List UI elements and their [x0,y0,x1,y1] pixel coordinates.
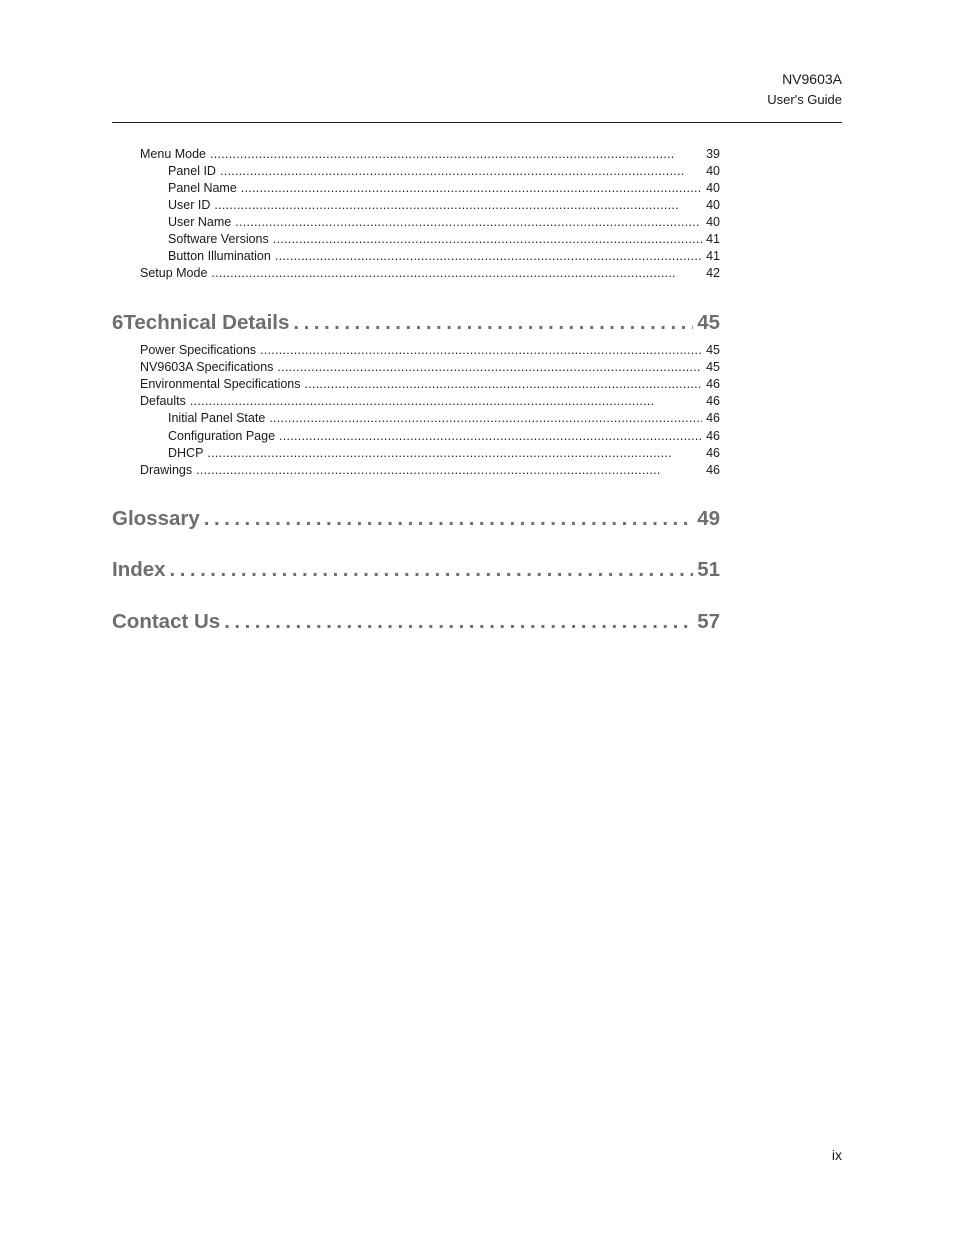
toc-entry-user-name[interactable] [168,214,720,230]
dot-leader [170,557,694,583]
toc-entry-drawings[interactable] [140,462,720,478]
dot-leader [210,146,702,162]
toc-entry-page: 45 [706,360,720,374]
dot-leader [224,609,693,635]
toc-entry-label: Panel ID [168,164,216,178]
toc-chapter-glossary[interactable] [112,506,720,532]
toc-entry-page: 40 [706,198,720,212]
toc-entry-label: Button Illumination [168,249,271,263]
toc-entry-menu-mode[interactable] [140,146,720,162]
toc-entry-page: 46 [706,411,720,425]
toc-entry-button-illumination[interactable] [168,248,720,264]
toc-entry-configuration-page[interactable] [168,428,720,444]
toc-entry-page: 40 [706,181,720,195]
dot-leader [275,248,702,264]
toc-entry-defaults[interactable] [140,393,720,409]
chapter-title: Glossary [112,507,200,530]
dot-leader [190,393,702,409]
header-rule [112,122,842,123]
toc-entry-label: Setup Mode [140,266,208,280]
dot-leader [211,265,702,281]
product-name: NV9603A [782,71,842,87]
toc-chapter-contact-us[interactable] [112,609,720,635]
toc-entry-label: Drawings [140,463,193,477]
chapter-title: Technical Details [123,311,290,334]
dot-leader [207,445,702,461]
toc-entry-label: DHCP [168,446,204,460]
toc-entry-label: User Name [168,215,232,229]
toc-entry-dhcp[interactable] [168,445,720,461]
toc-entry-environmental-specifications[interactable] [140,376,720,392]
toc-entry-page: 41 [706,232,720,246]
dot-leader [277,359,702,375]
toc-chapter-technical-details[interactable] [112,310,720,336]
toc-entry-page: 40 [706,215,720,229]
toc-entry-label: User ID [168,198,211,212]
dot-leader [196,462,702,478]
dot-leader [279,428,702,444]
toc-entry-page: 39 [706,147,720,161]
chapter-page: 57 [697,610,720,633]
toc-entry-label: Initial Panel State [168,411,266,425]
toc-entry-page: 40 [706,164,720,178]
toc-chapter-index[interactable] [112,557,720,583]
chapter-page: 51 [697,558,720,581]
toc-entry-page: 46 [706,463,720,477]
dot-leader [273,231,702,247]
toc-entry-page: 46 [706,429,720,443]
toc-entry-nv9603a-specifications[interactable] [140,359,720,375]
toc-entry-label: Power Specifications [140,343,257,357]
toc-entry-label: Software Versions [168,232,269,246]
toc-entry-label: Configuration Page [168,429,276,443]
toc-entry-panel-name[interactable] [168,180,720,196]
dot-leader [293,310,693,336]
toc-entry-page: 46 [706,394,720,408]
chapter-title: Index [112,558,166,581]
dot-leader [235,214,702,230]
toc-entry-setup-mode[interactable] [140,265,720,281]
document-title: User's Guide [767,92,842,107]
toc-entry-page: 46 [706,446,720,460]
toc-entry-label: Menu Mode [140,147,207,161]
dot-leader [269,410,702,426]
toc-entry-page: 41 [706,249,720,263]
dot-leader [204,506,693,532]
toc-entry-label: Defaults [140,394,186,408]
toc-entry-label: NV9603A Specifications [140,360,274,374]
dot-leader [260,342,702,358]
chapter-page: 49 [697,507,720,530]
toc-entry-label: Environmental Specifications [140,377,301,391]
dot-leader [220,163,702,179]
toc-entry-page: 45 [706,343,720,357]
dot-leader [214,197,702,213]
chapter-number: 6 [112,311,124,334]
page-number: ix [831,1147,842,1163]
dot-leader [305,376,703,392]
chapter-page: 45 [697,311,720,334]
chapter-title: Contact Us [112,610,221,633]
toc-entry-page: 46 [706,377,720,391]
toc-entry-panel-id[interactable] [168,163,720,179]
toc-entry-initial-panel-state[interactable] [168,410,720,426]
toc-entry-label: Panel Name [168,181,237,195]
toc-entry-power-specifications[interactable] [140,342,720,358]
toc-entry-software-versions[interactable] [168,231,720,247]
dot-leader [241,180,702,196]
running-header [767,70,842,108]
toc-entry-page: 42 [706,266,720,280]
toc-entry-user-id[interactable] [168,197,720,213]
